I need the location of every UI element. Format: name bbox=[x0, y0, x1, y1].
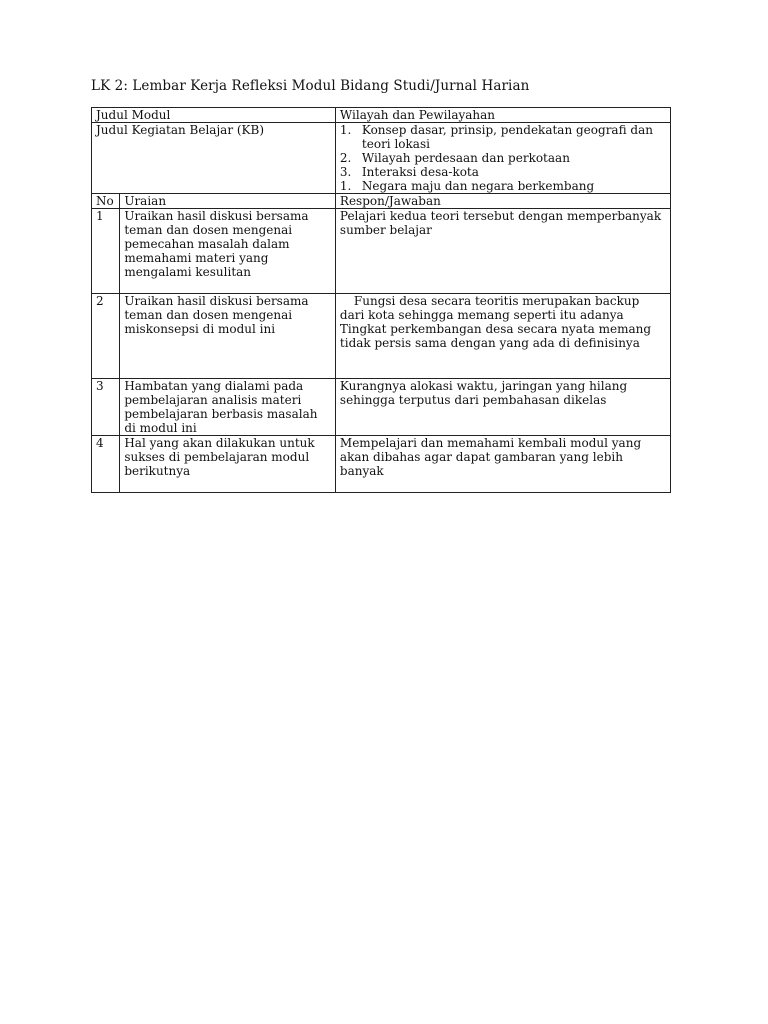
table-row bbox=[92, 379, 671, 436]
kb-item bbox=[340, 165, 666, 179]
kb-item bbox=[340, 123, 666, 151]
kb-item-text: Wilayah perdesaan dan perkotaan bbox=[361, 151, 570, 165]
row-uraian: Uraikan hasil diskusi bersama teman dan dosen mengenai pemecahan masalah dalam memahami materi yang mengalami kesulitan bbox=[120, 209, 336, 294]
module-title-label: Judul Modul bbox=[92, 108, 336, 123]
row-respon bbox=[335, 209, 670, 294]
kb-item bbox=[340, 179, 666, 193]
row-respon bbox=[335, 379, 670, 436]
kb-item-text: Interaksi desa-kota bbox=[361, 165, 479, 179]
kb-item-number: 3. bbox=[339, 165, 352, 179]
row-uraian: Uraikan hasil diskusi bersama teman dan dosen mengenai miskonsepsi di modul ini bbox=[120, 294, 336, 379]
kb-list bbox=[340, 123, 666, 193]
respon-paragraph: Mempelajari dan memahami kembali modul yang akan dibahas agar dapat gambaran yang lebih banyak bbox=[339, 436, 642, 478]
row-respon bbox=[335, 294, 670, 379]
header-no: No bbox=[92, 194, 120, 209]
table-row bbox=[92, 209, 671, 294]
row-uraian: Hambatan yang dialami pada pembelajaran analisis materi pembelajaran berbasis masalah di modul ini bbox=[120, 379, 336, 436]
module-title-value: Wilayah dan Pewilayahan bbox=[335, 108, 670, 123]
reflection-table bbox=[91, 107, 671, 493]
table-row bbox=[92, 436, 671, 493]
page-title: LK 2: Lembar Kerja Refleksi Modul Bidang Studi/Jurnal Harian bbox=[91, 78, 530, 94]
kb-title-row bbox=[92, 123, 671, 194]
kb-item-number: 2. bbox=[339, 151, 352, 165]
kb-item-text: Negara maju dan negara berkembang bbox=[361, 179, 595, 193]
module-title-row bbox=[92, 108, 671, 123]
row-respon bbox=[335, 436, 670, 493]
kb-title-label: Judul Kegiatan Belajar (KB) bbox=[92, 123, 336, 194]
header-uraian: Uraian bbox=[120, 194, 336, 209]
kb-item bbox=[340, 151, 666, 165]
row-number: 1 bbox=[92, 209, 120, 294]
row-number: 2 bbox=[92, 294, 120, 379]
row-number: 4 bbox=[92, 436, 120, 493]
kb-item-text: Konsep dasar, prinsip, pendekatan geografi dan teori lokasi bbox=[361, 123, 653, 151]
respon-paragraph: Pelajari kedua teori tersebut dengan memperbanyak sumber belajar bbox=[339, 209, 662, 237]
table-header-row bbox=[92, 194, 671, 209]
row-uraian: Hal yang akan dilakukan untuk sukses di pembelajaran modul berikutnya bbox=[120, 436, 336, 493]
kb-list-cell bbox=[335, 123, 670, 194]
table-row bbox=[92, 294, 671, 379]
kb-item-number: 1. bbox=[339, 179, 352, 193]
row-number: 3 bbox=[92, 379, 120, 436]
respon-paragraph: Tingkat perkembangan desa secara nyata memang tidak persis sama dengan yang ada di definisinya bbox=[339, 322, 652, 350]
header-respon: Respon/Jawaban bbox=[335, 194, 670, 209]
respon-paragraph: Fungsi desa secara teoritis merupakan backup dari kota sehingga memang seperti itu adanya bbox=[339, 294, 640, 322]
kb-item-number: 1. bbox=[339, 123, 352, 137]
respon-paragraph: Kurangnya alokasi waktu, jaringan yang hilang sehingga terputus dari pembahasan dikelas bbox=[339, 379, 628, 407]
